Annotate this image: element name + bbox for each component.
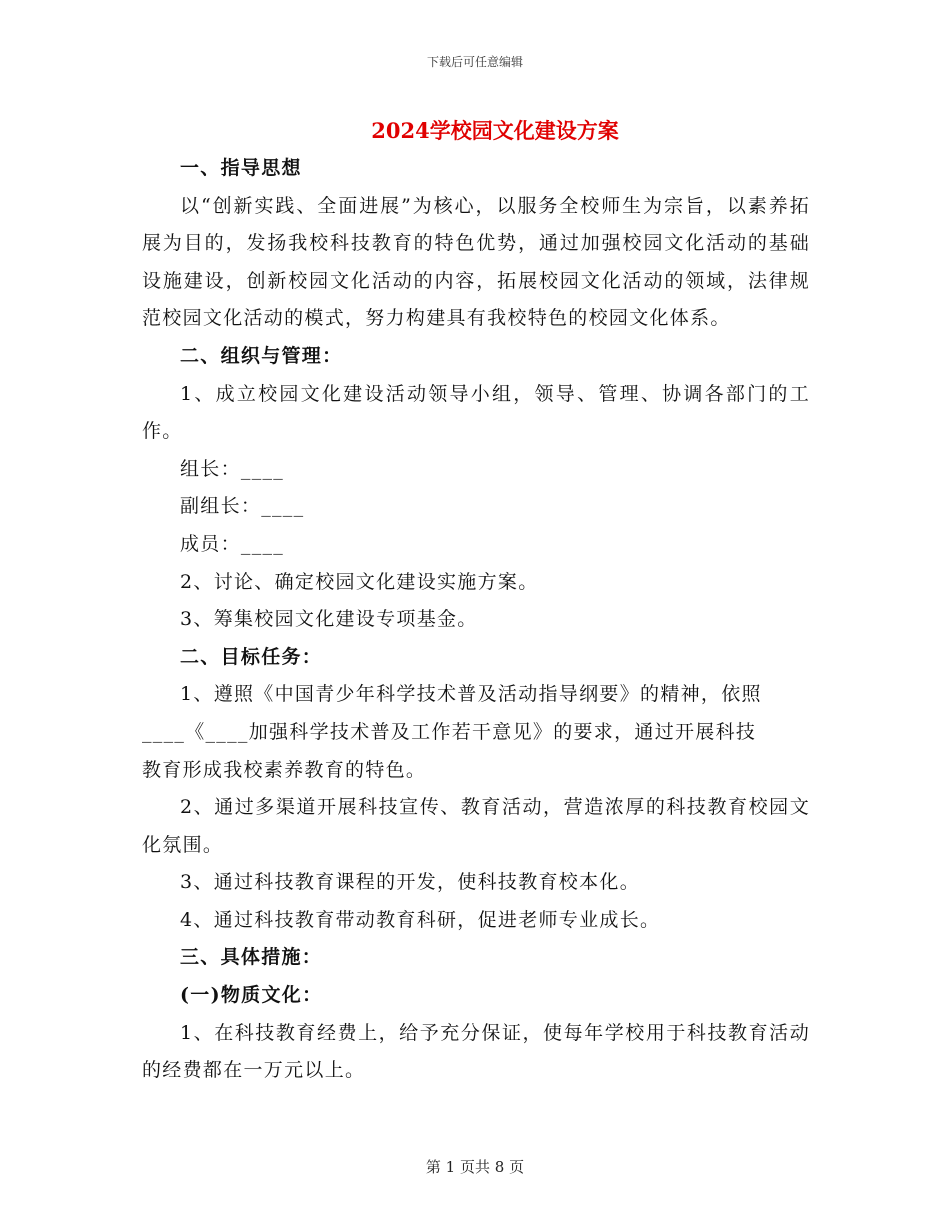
members-field: 成员：____ xyxy=(180,532,285,555)
vice-leader-field: 副组长：____ xyxy=(180,495,305,518)
paragraph-goal-1-line-3: 教育形成我校素养教育的特色。 xyxy=(142,758,427,781)
paragraph-material-item-1: 1、在科技教育经费上，给予充分保证，使每年学校用于科技教育活动的经费都在一万元以上。 xyxy=(142,1021,810,1082)
paragraph-goal-1-line-2: ____《____加强科学技术普及工作若干意见》的要求，通过开展科技 xyxy=(142,720,757,743)
section-heading-goals: 二、目标任务： xyxy=(180,645,323,668)
paragraph-goal-4: 4、通过科技教育带动教育科研，促进老师专业成长。 xyxy=(180,908,661,931)
header-note: 下载后可任意编辑 xyxy=(426,55,523,69)
paragraph-goal-2: 2、通过多渠道开展科技宣传、教育活动，营造浓厚的科技教育校园文化氛围。 xyxy=(142,796,810,856)
team-leader-field: 组长：____ xyxy=(180,457,285,480)
paragraph-goal-1-line-1: 1、遵照《中国青少年科学技术普及活动指导纲要》的精神，依照 xyxy=(180,683,762,706)
subsection-heading-material-culture: (一)物质文化： xyxy=(180,984,323,1007)
document-title: 2024学校园文化建设方案 xyxy=(371,118,619,143)
page-footer: 第 1 页共 8 页 xyxy=(425,1158,525,1176)
document-body xyxy=(142,150,810,1090)
section-heading-organization: 二、组织与管理： xyxy=(180,344,343,367)
paragraph-org-item-3: 3、筹集校园文化建设专项基金。 xyxy=(180,608,478,631)
paragraph-goal-3: 3、通过科技教育课程的开发，使科技教育校本化。 xyxy=(180,871,640,894)
paragraph-guiding-thought: 以“创新实践、全面进展”为核心，以服务全校师生为宗旨，以素养拓展为目的，发扬我校科技教育的特色优势，通过加强校园文化活动的基础设施建设，创新校园文化活动的内容，拓展校园文化活动的领域，法律规范校园文化活动的模式，努力构建具有我校特色的校园文化体系。 xyxy=(142,194,810,330)
section-heading-measures: 三、具体措施： xyxy=(180,946,323,969)
paragraph-org-item-2: 2、讨论、确定校园文化建设实施方案。 xyxy=(180,570,539,593)
paragraph-org-item-1: 1、成立校园文化建设活动领导小组，领导、管理、协调各部门的工作。 xyxy=(142,382,810,443)
section-heading-guiding-thought: 一、指导思想 xyxy=(180,157,302,179)
